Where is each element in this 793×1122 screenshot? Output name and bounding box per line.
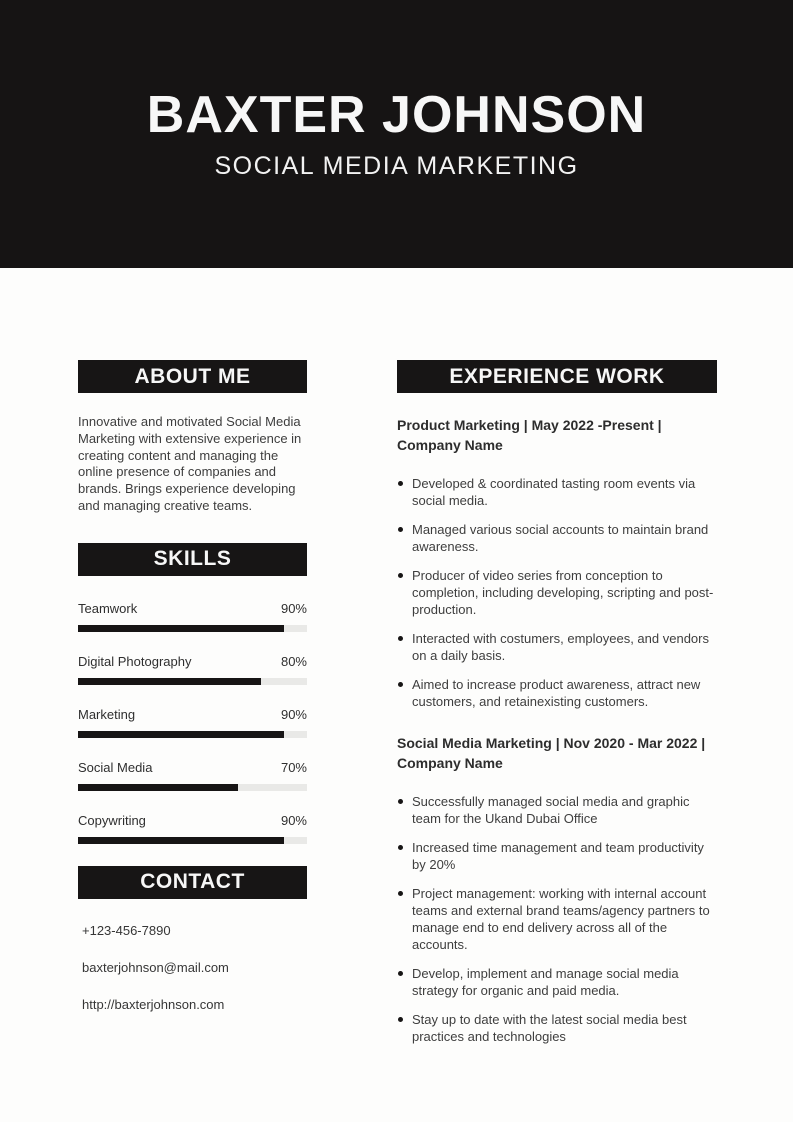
skill-bar-track [78, 625, 307, 632]
skill-bar-fill [78, 784, 238, 791]
content-columns [0, 268, 793, 1057]
skill-row [78, 813, 307, 828]
about-section [78, 360, 307, 515]
skill-row [78, 654, 307, 669]
skill-bar-fill [78, 837, 284, 844]
contact-section [78, 866, 307, 1013]
person-role: SOCIAL MEDIA MARKETING [214, 151, 579, 180]
skill-item-social-media [78, 760, 307, 791]
skill-bar-track [78, 837, 307, 844]
skill-bar-track [78, 678, 307, 685]
job-bullet: Project management: working with internal account teams and external brand teams/agency partners to manage end to end delivery across all of the accounts. [397, 885, 717, 953]
job-heading: Product Marketing | May 2022 -Present | Company Name [397, 417, 662, 453]
about-text: Innovative and motivated Social Media Marketing with extensive experience in creating content and managing the online presence of companies and brands. Brings experience developing and managing creative teams. [78, 414, 302, 513]
skill-label: Social Media [78, 759, 153, 775]
skill-row [78, 707, 307, 722]
job-bullet: Developed & coordinated tasting room events via social media. [397, 475, 717, 509]
job-bullet: Producer of video series from conception to completion, including developing, scripting and post-production. [397, 567, 717, 618]
job-bullet: Develop, implement and manage social media strategy for organic and paid media. [397, 965, 717, 999]
skill-percent: 90% [280, 812, 307, 828]
skill-label: Teamwork [78, 600, 138, 616]
skill-percent: 90% [280, 600, 307, 616]
skill-bar-fill [78, 731, 284, 738]
job-bullet: Stay up to date with the latest social media best practices and technologies [397, 1011, 717, 1045]
contact-title: CONTACT [78, 866, 307, 899]
header-banner [0, 0, 793, 268]
skill-bar-fill [78, 625, 284, 632]
skill-item-digital-photography [78, 654, 307, 685]
skill-label: Digital Photography [78, 653, 192, 669]
skill-bar-track [78, 784, 307, 791]
skill-percent: 90% [280, 706, 307, 722]
job-heading: Social Media Marketing | Nov 2020 - Mar 2022 | Company Name [397, 735, 706, 771]
contact-phone: +123-456-7890 [82, 922, 171, 938]
job-bullet: Increased time management and team productivity by 20% [397, 839, 717, 873]
right-column [397, 360, 717, 1057]
job-bullet-list [397, 793, 717, 1045]
skill-item-marketing [78, 707, 307, 738]
contact-website: http://baxterjohnson.com [82, 996, 225, 1012]
skill-row [78, 601, 307, 616]
skills-section [78, 543, 307, 844]
job-social-media-marketing [397, 733, 717, 1045]
experience-title: EXPERIENCE WORK [397, 360, 717, 393]
contact-email: baxterjohnson@mail.com [82, 959, 229, 975]
skill-list [78, 601, 307, 844]
job-bullet: Successfully managed social media and graphic team for the Ukand Dubai Office [397, 793, 717, 827]
skill-item-copywriting [78, 813, 307, 844]
skill-label: Marketing [78, 706, 136, 722]
skill-row [78, 760, 307, 775]
skill-label: Copywriting [78, 812, 146, 828]
person-name: BAXTER JOHNSON [146, 85, 647, 144]
job-bullet: Interacted with costumers, employees, and vendors on a daily basis. [397, 630, 717, 664]
job-product-marketing [397, 415, 717, 710]
skill-bar-track [78, 731, 307, 738]
left-column [78, 360, 307, 1057]
skill-bar-fill [78, 678, 261, 685]
about-title: ABOUT ME [78, 360, 307, 393]
job-bullet: Aimed to increase product awareness, attract new customers, and retainexisting customers. [397, 676, 717, 710]
skill-percent: 70% [280, 759, 307, 775]
skill-percent: 80% [280, 653, 307, 669]
contact-list [78, 923, 307, 1013]
skill-item-teamwork [78, 601, 307, 632]
job-bullet-list [397, 475, 717, 710]
skills-title: SKILLS [78, 543, 307, 576]
job-bullet: Managed various social accounts to maintain brand awareness. [397, 521, 717, 555]
